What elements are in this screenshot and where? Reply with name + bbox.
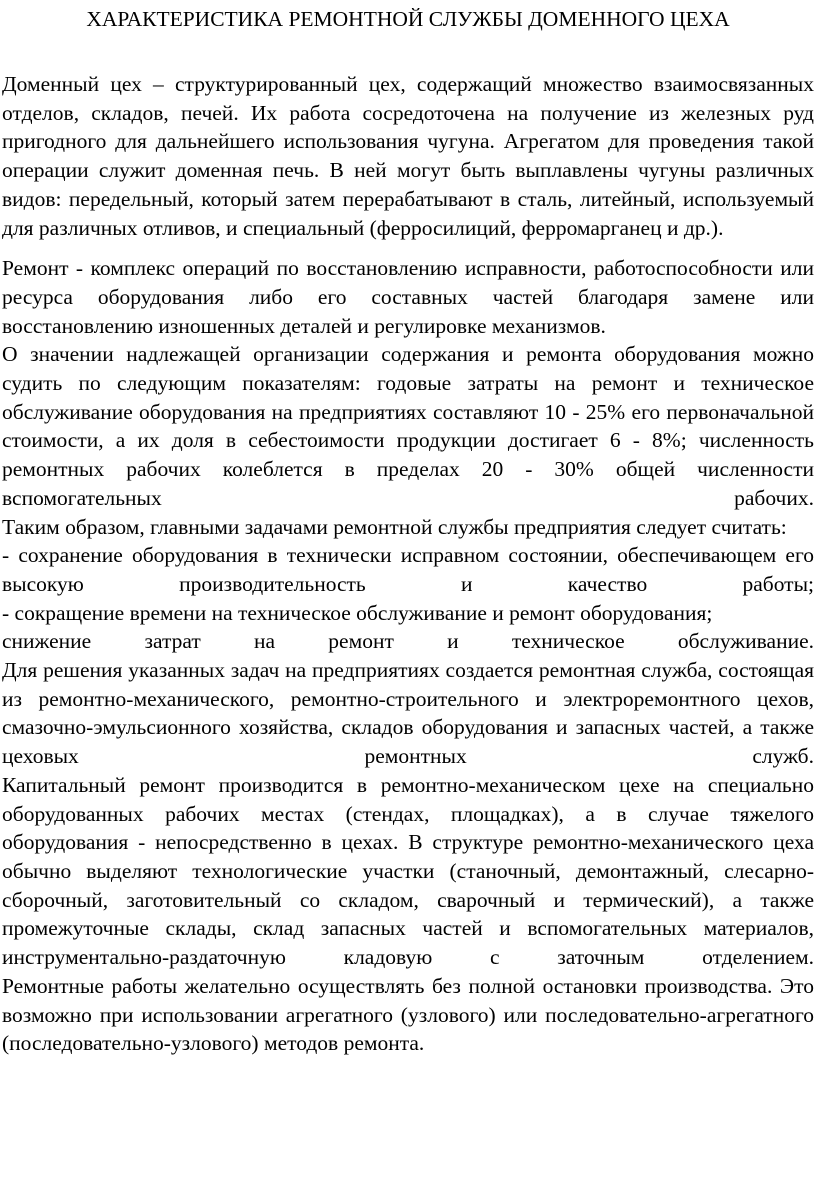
paragraph-repair-service-structure: Для решения указанных задач на предприятиях создается ремонтная служба, состоящая из ремонтно-механического, ремонтно-строительного и электроремонтного цехов, смазочно-эмульсионного хозяйства, складов оборудования и запасных частей, а также цеховых ремонтных служб.: [2, 658, 814, 769]
document-page: [2, 0, 814, 1058]
paragraph-tasks-intro: Таким образом, главными задачами ремонтной службы предприятия следует считать:: [2, 514, 787, 539]
document-title: ХАРАКТЕРИСТИКА РЕМОНТНОЙ СЛУЖБЫ ДОМЕННОГО ЦЕХА: [86, 7, 730, 31]
task-item-cost-reduction: снижение затрат на ремонт и техническое обслуживание.: [2, 629, 814, 654]
task-item-preservation: - сохранение оборудования в технически исправном состоянии, обеспечивающем его высокую производительность и качество работы;: [2, 543, 814, 596]
paragraph-repair-methods: Ремонтные работы желательно осуществлять без полной остановки производства. Это возможно при использовании агрегатного (узлового) или последовательно-агрегатного (последовательно-узлового) методов ремонта.: [2, 973, 814, 1056]
task-item-time-reduction: - сокращение времени на техническое обслуживание и ремонт оборудования;: [2, 600, 713, 625]
paragraph-repair-definition: Ремонт - комплекс операций по восстановлению исправности, работоспособности или ресурса оборудования либо его составных частей благодаря замене или восстановлению изношенных деталей и регулировке механизмов.: [2, 256, 814, 338]
paragraph-repair-importance: О значении надлежащей организации содержания и ремонта оборудования можно судить по следующим показателям: годовые затраты на ремонт и техническое обслуживание оборудования на предприятиях составляют 10 - 25% его первоначальной стоимости, а их доля в себестоимости продукции достигает 6 - 8%; численность ремонтных рабочих колеблется в пределах 20 - 30% общей численности вспомогательных рабочих.: [2, 342, 814, 510]
paragraph-capital-repair: Капитальный ремонт производится в ремонтно-механическом цехе на специально оборудованных рабочих местах (стендах, площадках), а в случае тяжелого оборудования - непосредственно в цехах. В структуре ремонтно-механического цеха обычно выделяют технологические участки (станочный, демонтажный, слесарно-сборочный, заготовительный со складом, сварочный и термический), а также промежуточные склады, склад запасных частей и вспомогательных материалов, инструментально-раздаточную кладовую с заточным отделением.: [2, 772, 814, 970]
paragraph-blast-furnace-shop: Доменный цех – структурированный цех, содержащий множество взаимосвязанных отделов, складов, печей. Их работа сосредоточена на получение из железных руд пригодного для дальнейшего использования чугуна. Агрегатом для проведения такой операции служит доменная печь. В ней могут быть выплавлены чугуны различных видов: передельный, который затем перерабатывают в сталь, литейный, используемый для различных отливов, и специальный (ферросилиций, ферромарганец и др.).: [2, 72, 814, 240]
